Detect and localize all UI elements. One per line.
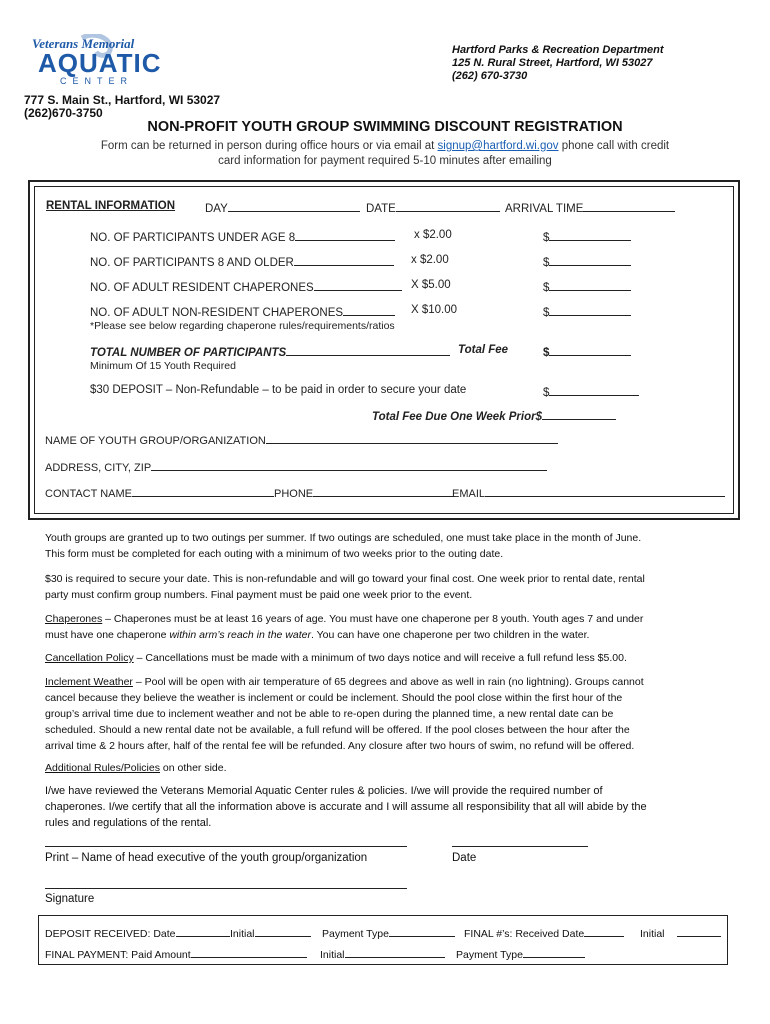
resident-price: X $5.00 [411,279,451,291]
facility-street: 777 S. Main St., Hartford, WI 53027 [24,93,221,107]
deposit-line1: $30 is required to secure your date. This is non-refundable and will go toward your final cost. One week prior to rental date, rental [45,573,645,585]
phone-label: PHONE [274,488,314,500]
weather-text2: cancel because they believe the weather is inclement or could be inclement. Should the pool close within the first hour of the [45,692,623,704]
cancellation-paragraph [45,650,735,666]
instructions-post: phone call with credit [561,140,670,152]
over8-total[interactable] [543,254,631,269]
outings-line2: This form must be completed for each outing with a minimum of two weeks prior to the outing date. [45,548,504,560]
cancellation-text: – Cancellations must be made with a minimum of two days notice and will receive a full refund less $5.00. [133,652,627,664]
resident-label: NO. OF ADULT RESIDENT CHAPERONES [90,282,314,294]
instructions-line2: card information for payment required 5-10 minutes after emailing [218,155,552,167]
nonresident-label: NO. OF ADULT NON-RESIDENT CHAPERONES [90,307,344,319]
fee-due-label: Total Fee Due One Week Prior$ [372,411,542,423]
over8-label: NO. OF PARTICIPANTS 8 AND OLDER [90,257,294,269]
weather-paragraph [45,674,735,754]
logo-line3: CENTER [60,76,134,86]
deposit-date-label: DEPOSIT RECEIVED: Date [45,928,176,940]
logo-line1: Veterans Memorial [32,36,135,51]
signup-email-link[interactable]: signup@hartford.wi.gov [437,140,559,152]
address-field[interactable] [45,459,547,474]
email-label: EMAIL [452,488,486,500]
date-label: Date [452,852,477,864]
final-count-field[interactable] [464,925,624,940]
contact-name-field[interactable] [45,485,274,500]
total-fee-amount[interactable] [543,344,631,359]
date-label: DATE [366,203,396,215]
total-fee-label: Total Fee [458,344,509,356]
signature-label: Signature [45,893,95,905]
page-title: NON-PROFIT YOUTH GROUP SWIMMING DISCOUNT REGISTRATION [147,119,623,135]
facility-phone: (262)670-3750 [24,106,103,120]
under8-price: x $2.00 [414,229,452,241]
chaperones-text2: must have one chaperone [45,629,170,641]
chaperones-text3: . You can have one chaperone per two children in the water. [310,629,590,641]
total-participants-label: TOTAL NUMBER OF PARTICIPANTS [90,347,287,359]
nonresident-price: X $10.00 [411,304,458,316]
instructions-pre: Form can be returned in person during office hours or via email at [100,140,435,152]
agreement-line2: chaperones. I/we certify that all the information above is accurate and I will assume all responsibility that all will abide by the [45,801,647,813]
nonresident-chaperones-field[interactable] [90,304,395,319]
deposit-initial-field[interactable] [230,925,311,940]
email-field[interactable] [452,485,725,500]
arrival-label: ARRIVAL TIME [505,203,584,215]
date-line[interactable] [452,846,588,847]
facility-address [24,94,220,120]
dollar-sign: $ [543,347,550,359]
final-initial-field[interactable] [640,925,721,940]
print-name-label: Print – Name of head executive of the youth group/organization [45,852,368,864]
print-name-line[interactable] [45,846,407,847]
arrival-time-field[interactable] [505,200,675,215]
outings-line1: Youth groups are granted up to two outings per summer. If two outings are scheduled, one must take place in the month of June. [45,532,642,544]
weather-text3: group’s arrival time due to inclement weather and not be able to re-open during the planned time, a new rental date can be [45,708,614,720]
day-field[interactable] [205,200,360,215]
chaperones-text: – Chaperones must be at least 16 years of age. You must have one chaperone per 8 youth. Youth ages 7 and under [102,613,644,625]
rules-text: on other side. [159,762,227,774]
final-payment-label: FINAL PAYMENT: Paid Amount [45,949,191,961]
logo-line2: AQUATIC [38,48,162,78]
day-label: DAY [205,203,228,215]
deposit-line2: party must confirm group numbers. Final payment must be paid one week prior to the event. [45,589,473,601]
final-count-label: FINAL #’s: Received Date [464,928,585,940]
agreement-line3: rules and regulations of the rental. [45,817,212,829]
weather-text4: scheduled. Should a new rental date not be available, a full refund will be offered. If the pool closes between the hour after the [45,724,630,736]
department-phone: (262) 670-3730 [452,70,528,82]
chaperones-heading: Chaperones [45,613,103,625]
dollar-sign: $ [543,387,550,399]
rental-heading: RENTAL INFORMATION [46,200,176,212]
nonresident-total[interactable] [543,304,631,319]
department-street: 125 N. Rural Street, Hartford, WI 53027 [452,57,653,69]
resident-chaperones-field[interactable] [90,279,402,294]
outings-paragraph [45,530,735,562]
total-participants-field[interactable] [90,344,450,359]
group-name-field[interactable] [45,432,558,447]
dollar-sign: $ [543,282,550,294]
agreement-paragraph [45,783,735,831]
group-name-label: NAME OF YOUTH GROUP/ORGANIZATION [45,435,266,447]
final-payment-type-field[interactable] [456,946,585,961]
dollar-sign: $ [543,307,550,319]
deposit-label: $30 DEPOSIT – Non-Refundable – to be paid in order to secure your date [90,384,467,396]
dollar-sign: $ [543,257,550,269]
department-address [452,44,664,83]
chaperones-emphasis: within arm’s reach in the water [169,629,311,641]
signature-line[interactable] [45,888,407,889]
form-instructions [40,139,730,169]
final-payment-initial-label: Initial [320,949,345,961]
deposit-amount[interactable] [543,384,639,399]
under8-field[interactable] [90,229,395,244]
department-name: Hartford Parks & Recreation Department [452,44,664,56]
agreement-line1: I/we have reviewed the Veterans Memorial Aquatic Center rules & policies. I/we will provide the required number of [45,785,603,797]
final-payment-field[interactable] [45,946,307,961]
resident-total[interactable] [543,279,631,294]
deposit-payment-type-field[interactable] [322,925,455,940]
phone-field[interactable] [274,485,455,500]
final-payment-initial-field[interactable] [320,946,445,961]
over8-price: x $2.00 [411,254,449,266]
address-label: ADDRESS, CITY, ZIP [45,462,152,474]
under8-label: NO. OF PARTICIPANTS UNDER AGE 8 [90,232,296,244]
fee-due-field[interactable] [372,408,616,423]
weather-text5: arrival time & 2 hours after, half of the rental fee will be refunded. Any closure after two hours of swim, no refund will be offered. [45,740,635,752]
aquatic-center-logo [30,34,200,86]
over8-field[interactable] [90,254,394,269]
dollar-sign: $ [543,232,550,244]
chaperone-note: *Please see below regarding chaperone rules/requirements/ratios [90,320,395,332]
minimum-note: Minimum Of 15 Youth Required [90,360,236,372]
deposit-date-field[interactable] [45,925,230,940]
deposit-paragraph [45,571,735,603]
under8-total[interactable] [543,229,631,244]
date-field[interactable] [366,200,500,215]
contact-name-label: CONTACT NAME [45,488,132,500]
rules-paragraph [45,760,735,776]
cancellation-heading: Cancellation Policy [45,652,134,664]
rules-heading: Additional Rules/Policies [45,762,160,774]
final-initial-label: Initial [640,928,665,940]
chaperones-paragraph [45,611,735,643]
weather-heading: Inclement Weather [45,676,133,688]
final-payment-type-label: Payment Type [456,949,523,961]
deposit-initial-label: Initial [230,928,255,940]
weather-text1: – Pool will be open with air temperature of 65 degrees and above as well in rain (no lightning). Groups cannot [132,676,644,688]
deposit-payment-type-label: Payment Type [322,928,389,940]
